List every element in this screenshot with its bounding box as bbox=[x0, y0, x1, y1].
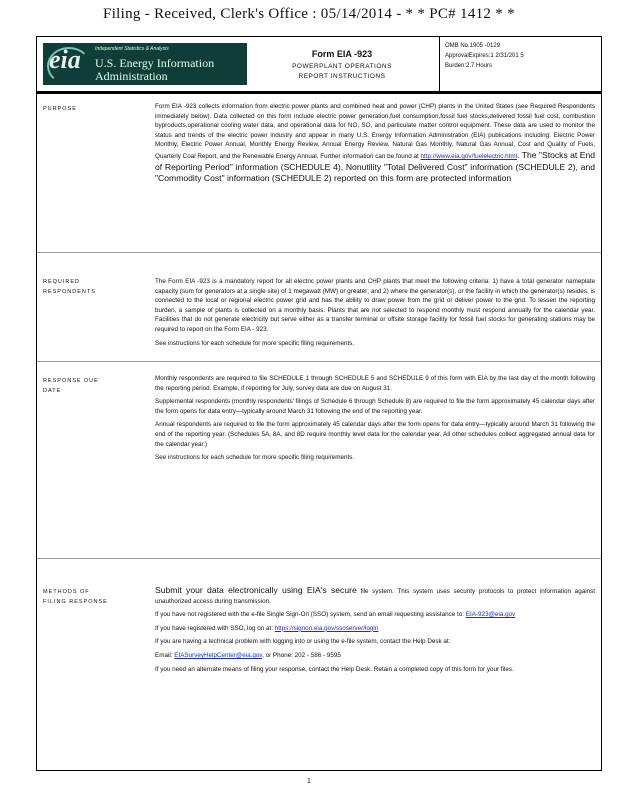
response-see-instructions: See instructions for each schedule for more specific filing requirements. bbox=[155, 454, 355, 462]
logo-tagline: Independent Statistics & Analysis bbox=[95, 46, 169, 52]
form-frame bbox=[36, 36, 602, 771]
form-header bbox=[37, 37, 601, 94]
approval-expires: ApprovalExpires:1 2/31/201 5 bbox=[445, 53, 524, 59]
eia-logo bbox=[43, 43, 247, 85]
alternate-means-text: If you need an alternate means of filing your response, contact the Help Desk. Retain a completed copy of this form for your files. bbox=[155, 665, 514, 673]
required-respondents-section bbox=[37, 253, 601, 362]
help-center-email-link[interactable]: EIASurveyHelpCenter@eia.gov bbox=[174, 651, 263, 659]
registered-text: If you have registered with SSO, log on at: bbox=[155, 624, 273, 632]
purpose-section bbox=[37, 94, 601, 253]
logo-mark: eia bbox=[49, 45, 81, 74]
sso-login-link[interactable]: https://signon.eia.gov/ssoserver/login bbox=[274, 624, 379, 632]
methods-body bbox=[155, 585, 595, 678]
methods-text: file system. This system uses security protocols to protect information against unauthorized access during transmission. bbox=[155, 588, 595, 605]
required-see-instructions: See instructions for each schedule for more specific filing requirements. bbox=[155, 339, 355, 347]
monthly-text: Monthly respondents are required to file SCHEDULE 1 through SCHEDULE 5 and SCHEDULE 9 of this form with EIA by the last day of the month following the reporting period. Example, if reporting for July, survey data are due on August 31. bbox=[155, 375, 595, 392]
fuelelectric-link[interactable]: http://www.eia.gov/fuelelectric.html bbox=[420, 152, 518, 160]
required-body bbox=[155, 277, 595, 352]
form-title: Form EIA -923 bbox=[311, 49, 373, 59]
logo-line1: U.S. Energy Information bbox=[95, 56, 215, 70]
required-text: The Form EIA -923 is a mandatory report for all electric power plants and CHP plants that meet the following criteria: 1) have a total generator nameplate capacity (sum for generators at a single site) of 1 megawatt (MW) or greater; and 2) where the generator(s), or the facility in which the generator(s) resides, is connected to the local or regional electric power grid and has the ability to draw power from the grid or deliver power to the grid. To lessen the reporting burden, a sample of plants is collected on a monthly basis. Plants that are not selected to respond monthly must respond annually for the calendar year. Facilities that do not generate electricity but serve either as a transfer terminal or offsite storage facility for fossil fuel stocks for generating stations may be required to report on the Form EIA - 923. bbox=[155, 278, 595, 333]
eia923-email-link[interactable]: EIA-923@eia.gov bbox=[465, 611, 516, 619]
burden: Burden:2.7 Hours bbox=[445, 63, 493, 69]
logo-line2: Administration bbox=[95, 69, 168, 83]
help-desk-text: If you are having a technical problem with logging into or using the e-file system, contact the Help Desk at: bbox=[155, 638, 451, 646]
methods-lead: Submit your data electronically using EIA's secure bbox=[155, 585, 357, 595]
methods-label: METHODS OF FILING RESPONSE bbox=[43, 589, 108, 605]
response-due-section bbox=[37, 362, 601, 559]
purpose-body bbox=[155, 102, 595, 185]
response-body bbox=[155, 374, 595, 467]
response-label: RESPONSE DUE DATE bbox=[43, 378, 99, 394]
omb-box bbox=[439, 37, 602, 91]
required-label: REQUIRED RESPONDENTS bbox=[43, 279, 96, 295]
page-number: 1 bbox=[307, 778, 311, 785]
phone-text: , or Phone: 202 - 586 - 9595 bbox=[262, 651, 341, 659]
protected-info-text: . The "Stocks at End of Reporting Period" information (SCHEDULE 4), Nonutility "Total Delivered Cost" information (SCHEDULE 2), and "Commodity Cost" information (SCHEDULE 2) reported on this form are protected information bbox=[155, 149, 596, 184]
annual-text: Annual respondents are required to file the form approximately 45 calendar days after the form opens for data entry—typically around March 31 following the end of the reporting year. (Schedules 5A, 8A, and 8D require monthly level data for the calendar year. All other schedules collect aggregated annual data for the calendar year.) bbox=[155, 421, 595, 448]
form-subtitle-2: REPORT INSTRUCTIONS bbox=[298, 73, 386, 80]
form-subtitle-1: POWERPLANT OPERATIONS bbox=[292, 63, 392, 70]
methods-section bbox=[37, 559, 601, 769]
purpose-text: Form EIA -923 collects information from electric power plants and combined heat and power (CHP) plants in the United States (see Required Respondents immediately below). Data collected on this form include electric power generation,fuel consumption,fossil fuel stocks,delivered fossil fuel cost, combustion byproducts,operational cooling water data, and operational data for NO, SO, and particulate matter control equipment. These data are used to monitor the status and trends of the electric power industry and appear in many U.S. Energy Information Administration (EIA) publications including: Electric Power Monthly, Electric Power Annual, Monthly Energy Review, Annual Energy Review, Natural Gas Monthly, Natural Gas Annual, Cost and Quality of Fuels, Quarterly Coal Report, and the Renewable Energy Annual. Further information can be found at bbox=[155, 103, 595, 160]
omb-number: OMB No.1905 -0129 bbox=[445, 43, 501, 49]
register-text: If you have not registered with the e-file Single Sign-On (SSO) system, send an email requesting assistance to: bbox=[155, 611, 465, 619]
filing-stamp: Filing - Received, Clerk's Office : 05/14/2014 - * * PC# 1412 * * bbox=[103, 6, 515, 22]
purpose-label: PURPOSE bbox=[43, 106, 77, 112]
email-label: Email: bbox=[155, 651, 173, 659]
supplemental-text: Supplemental respondents (monthly respondents' filings of Schedule 6 through Schedule 8) are required to file the form approximately 45 calendar days after the form opens for data entry—typically around March 31 following the end of the reporting year. bbox=[155, 398, 595, 415]
